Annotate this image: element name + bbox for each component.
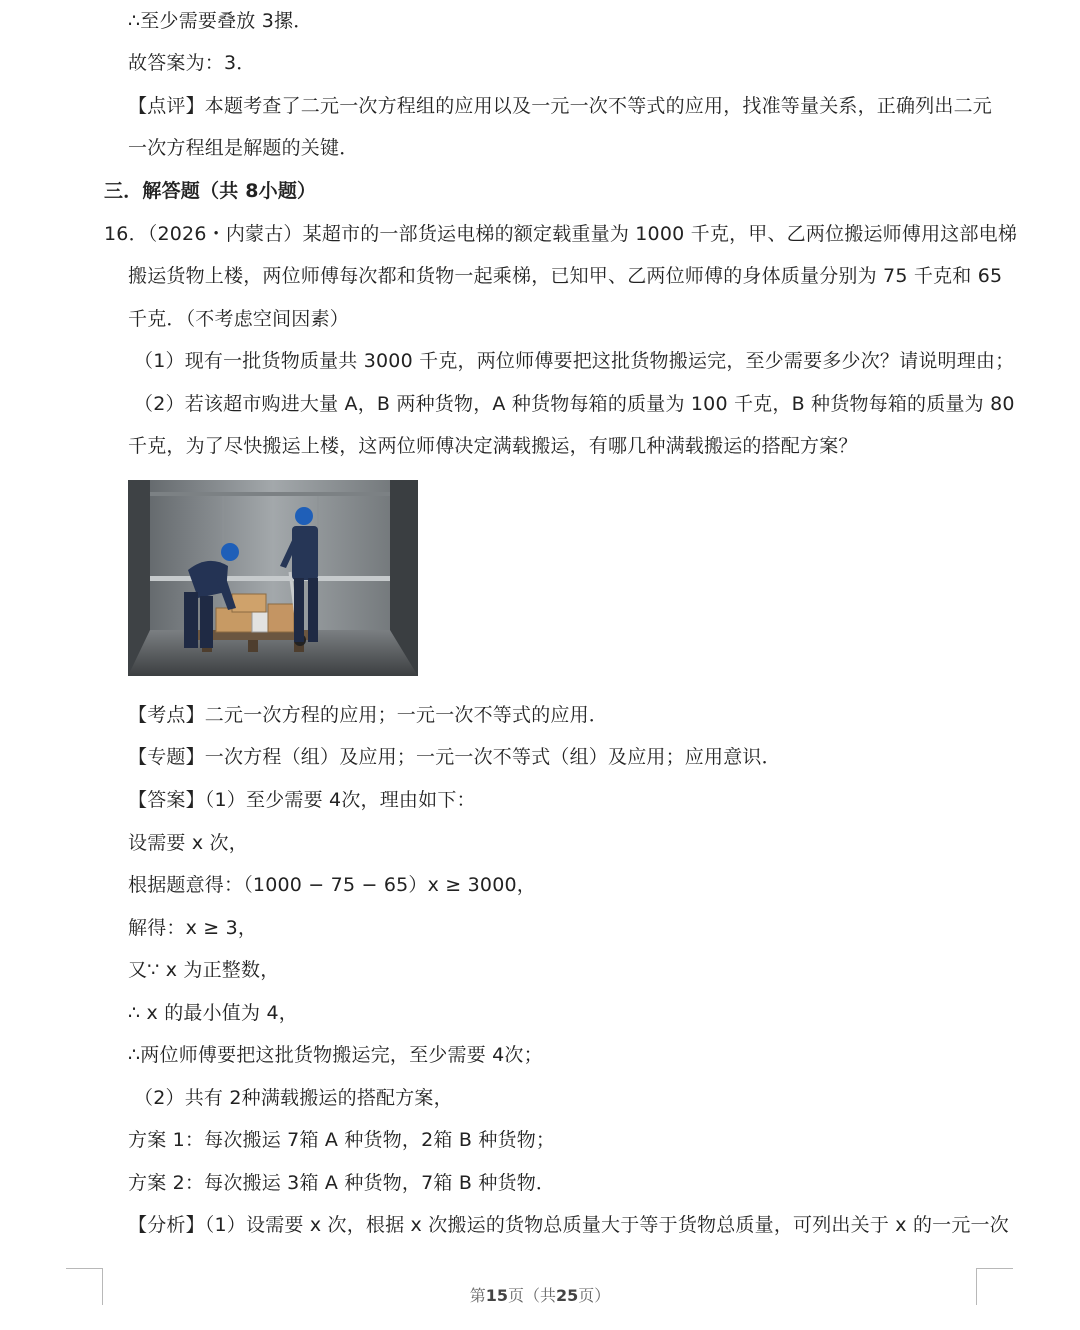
answer-line-3: 根据题意得：（1000 − 75 − 65）x ≥ 3000， bbox=[128, 874, 537, 896]
answer-line-8: （2）共有 2种满载搬运的搭配方案， bbox=[134, 1087, 453, 1109]
question-16-part-1: （1）现有一批货物质量共 3000 千克，两位师傅要把这批货物搬运完，至少需要多少次？请说明理由； bbox=[134, 350, 1015, 372]
text-line-2: 故答案为：3． bbox=[128, 52, 256, 74]
answer-line-9: 方案 1：每次搬运 7箱 A 种货物，2箱 B 种货物； bbox=[128, 1129, 556, 1151]
answer-line-6: ∴ x 的最小值为 4， bbox=[128, 1002, 298, 1024]
question-16-line-3: 千克．（不考虑空间因素） bbox=[128, 308, 349, 330]
footer-prefix: 第 bbox=[469, 1286, 486, 1305]
text-line-4: 一次方程组是解题的关键． bbox=[128, 137, 359, 159]
kaodian-line: 【考点】二元一次方程的应用；一元一次不等式的应用． bbox=[128, 704, 609, 726]
section-heading: 三．解答题（共 8小题） bbox=[104, 180, 317, 202]
footer-total-pages: 25 bbox=[556, 1286, 579, 1305]
text-line-3: 【点评】本题考查了二元一次方程组的应用以及一元一次不等式的应用，找准等量关系，正确列出二元 bbox=[128, 95, 993, 117]
answer-line-1: 【答案】（1）至少需要 4次，理由如下： bbox=[128, 789, 476, 811]
answer-line-4: 解得：x ≥ 3， bbox=[128, 917, 258, 939]
elevator-illustration bbox=[128, 480, 418, 676]
footer-page-number: 15 bbox=[485, 1286, 508, 1305]
answer-line-7: ∴两位师傅要把这批货物搬运完，至少需要 4次； bbox=[128, 1044, 543, 1066]
answer-line-5: 又∵ x 为正整数， bbox=[128, 959, 280, 981]
question-16-line-1: 16．（2026・内蒙古）某超市的一部货运电梯的额定载重量为 1000 千克，甲、乙两位搬运师傅用这部电梯 bbox=[104, 223, 1018, 245]
footer-suffix: 页） bbox=[578, 1286, 611, 1305]
footer-middle: 页（共 bbox=[507, 1286, 556, 1305]
question-16-part-2-line-1: （2）若该超市购进大量 A，B 两种货物，A 种货物每箱的质量为 100 千克，B 种货物每箱的质量为 80 bbox=[134, 393, 1015, 415]
question-16-part-2-line-2: 千克，为了尽快搬运上楼，这两位师傅决定满载搬运，有哪几种满载搬运的搭配方案？ bbox=[128, 435, 858, 457]
page-footer bbox=[0, 1283, 1080, 1306]
text-line-1: ∴至少需要叠放 3摞． bbox=[128, 10, 313, 32]
answer-line-2: 设需要 x 次， bbox=[128, 832, 248, 854]
question-16-line-2: 搬运货物上楼，两位师傅每次都和货物一起乘梯，已知甲、乙两位师傅的身体质量分别为 75 千克和 65 bbox=[128, 265, 1003, 287]
analysis-line-1: 【分析】（1）设需要 x 次，根据 x 次搬运的货物总质量大于等于货物总质量，可列出关于 x 的一元一次 bbox=[128, 1214, 1009, 1236]
zhuanti-line: 【专题】一次方程（组）及应用；一元一次不等式（组）及应用；应用意识． bbox=[128, 746, 781, 768]
answer-line-10: 方案 2：每次搬运 3箱 A 种货物，7箱 B 种货物． bbox=[128, 1172, 556, 1194]
elevator-photo bbox=[128, 480, 418, 676]
